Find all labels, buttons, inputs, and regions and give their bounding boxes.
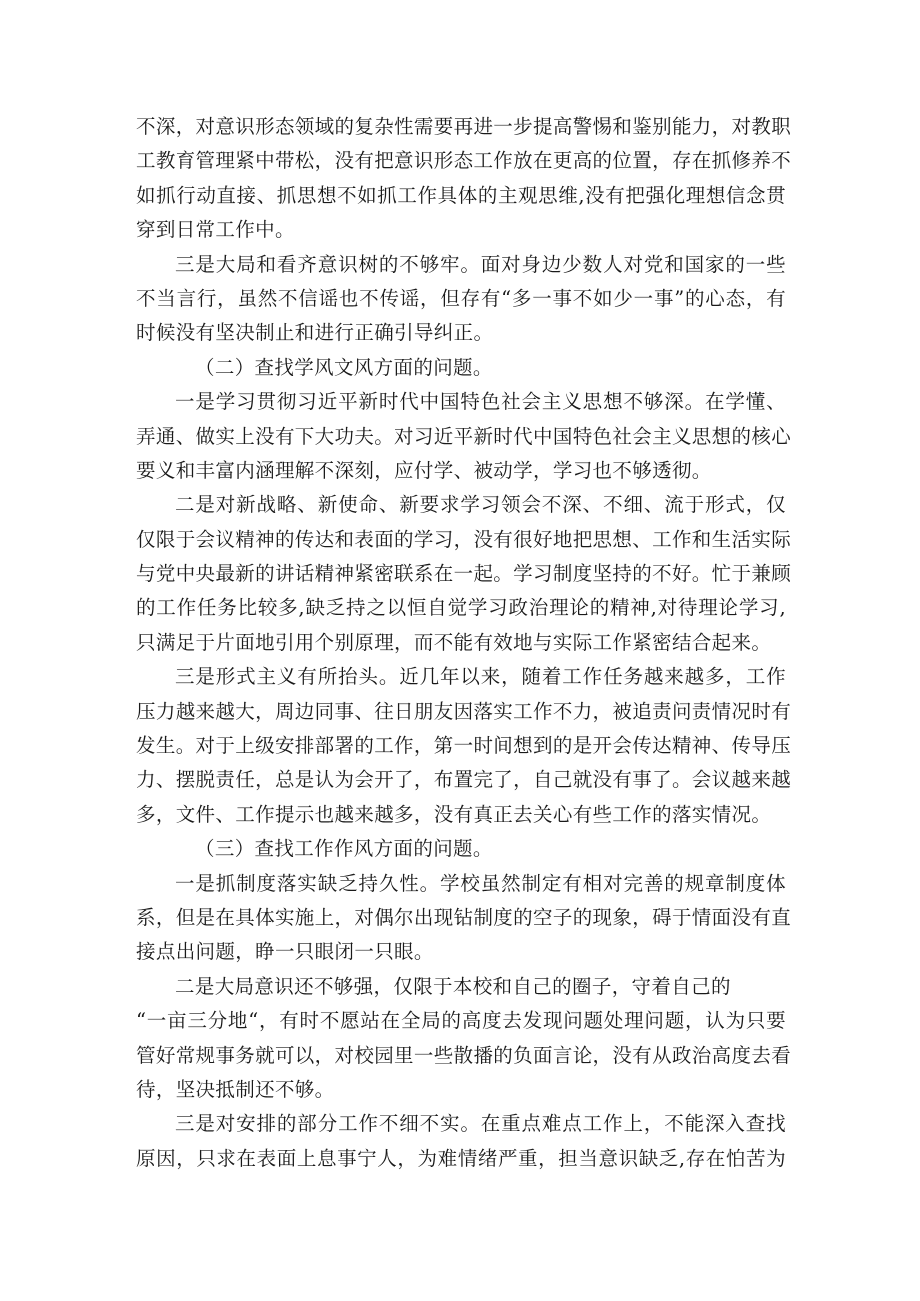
text-line: 系，但是在具体实施上，对偶尔出现钻制度的空子的现象，碍于情面没有直: [136, 905, 792, 929]
section-heading: （二）查找学风文风方面的问题。: [195, 355, 493, 379]
text-line: 三是形式主义有所抬头。近几年以来，随着工作任务越来越多，工作: [175, 665, 786, 689]
text-line: 接点出问题，睁一只眼闭一只眼。: [136, 940, 434, 964]
text-line: 二是大局意识还不够强，仅限于本校和自己的圈子，守着自己的: [175, 974, 731, 998]
text-line: 原因，只求在表面上息事宁人，为难情绪严重，担当意识缺乏,存在怕苦为: [136, 1146, 786, 1170]
text-line: 要义和丰富内涵理解不深刻，应付学、被动学，学习也不够透彻。: [136, 458, 712, 482]
text-line: 不深，对意识形态领域的复杂性需要再进一步提高警惕和鉴别能力，对教职: [136, 115, 792, 138]
text-line: 不当言行，虽然不信谣也不传谣，但存有“多一事不如少一事”的心态，有: [136, 286, 786, 310]
text-line: 待，坚决抵制还不够。: [136, 1077, 335, 1101]
text-line: 管好常规事务就可以，对校园里一些散播的负面言论，没有从政治高度去看: [136, 1043, 792, 1067]
text-line: 穿到日常工作中。: [136, 218, 295, 242]
text-line: 工教育管理紧中带松，没有把意识形态工作放在更高的位置，存在抓修养不: [136, 149, 792, 173]
text-line: 与党中央最新的讲话精神紧密联系在一起。学习制度坚持的不好。忙于兼顾: [136, 562, 792, 586]
text-line: 仅限于会议精神的传达和表面的学习，没有很好地把思想、工作和生活实际: [136, 527, 792, 551]
text-line: 一是学习贯彻习近平新时代中国特色社会主义思想不够深。在学懂、: [175, 390, 786, 414]
text-line: “一亩三分地“，有时不愿站在全局的高度去发现问题处理问题，认为只要: [136, 1009, 786, 1033]
section-heading: （三）查找工作作风方面的问题。: [195, 837, 493, 861]
text-line: 一是抓制度落实缺乏持久性。学校虽然制定有相对完善的规章制度体: [175, 871, 786, 895]
document-body: [136, 110, 792, 1176]
text-line: 如抓行动直接、抓思想不如抓工作具体的主观思维,没有把强化理想信念贯: [136, 183, 786, 207]
text-line: 三是对安排的部分工作不细不实。在重点难点工作上，不能深入查找: [175, 1112, 786, 1136]
text-line: 多，文件、工作提示也越来越多，没有真正去关心有些工作的落实情况。: [136, 802, 772, 826]
text-line: 弄通、做实上没有下大功夫。对习近平新时代中国特色社会主义思想的核心: [136, 424, 792, 448]
text-line: 二是对新战略、新使命、新要求学习领会不深、不细、流于形式，仅: [175, 493, 786, 517]
text-line: 压力越来越大，周边同事、往日朋友因落实工作不力，被追责问责情况时有: [136, 699, 792, 723]
text-line: 只满足于片面地引用个别原理，而不能有效地与实际工作紧密结合起来。: [136, 630, 772, 654]
text-line: 时候没有坚决制止和进行正确引导纠正。: [136, 321, 494, 345]
text-line: 发生。对于上级安排部署的工作，第一时间想到的是开会传达精神、传导压: [136, 734, 792, 758]
text-line: 的工作任务比较多,缺乏持之以恒自觉学习政治理论的精神,对待理论学习,: [136, 596, 786, 620]
text-line: 力、摆脱责任，总是认为会开了，布置完了，自己就没有事了。会议越来越: [136, 768, 792, 792]
text-line: 三是大局和看齐意识树的不够牢。面对身边少数人对党和国家的一些: [175, 252, 786, 276]
